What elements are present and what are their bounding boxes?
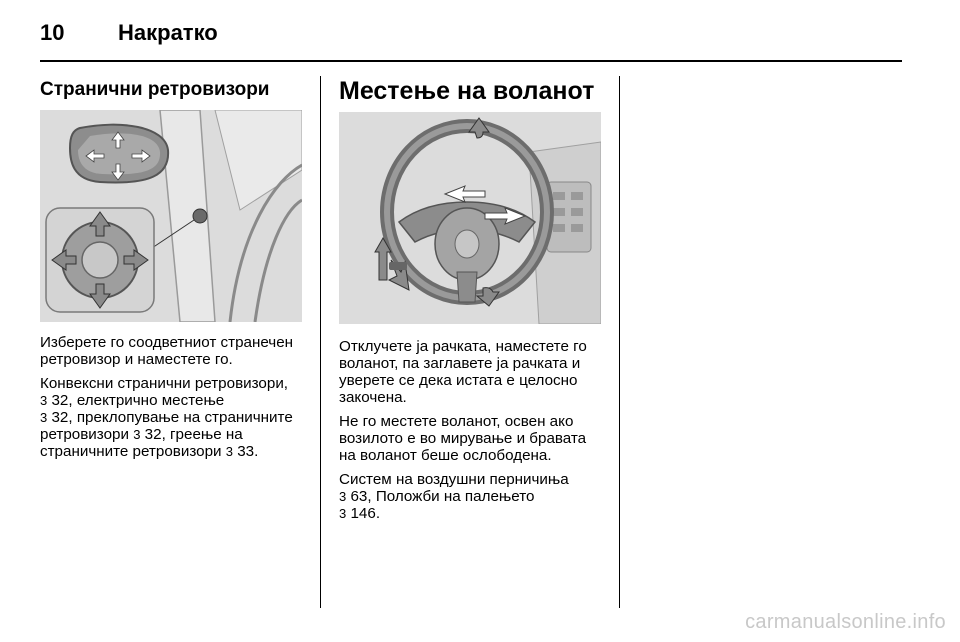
page-ref-label: , Положби на палењето <box>367 488 535 505</box>
page-ref-number[interactable]: 32 <box>144 426 162 443</box>
steering-wheel-illustration <box>339 112 601 324</box>
page-ref-number[interactable]: 146 <box>350 505 376 522</box>
page-ref-label: . <box>254 443 259 460</box>
page-ref-number[interactable]: 32 <box>51 409 69 426</box>
page-ref-icon: 3 <box>40 410 48 425</box>
page-ref-label: , греење на страничните ретровизори <box>40 426 243 460</box>
header-rule <box>40 60 902 62</box>
section-title-steering: Местење на воланот <box>339 77 595 105</box>
middle-column <box>339 76 607 522</box>
page-ref-icon: 3 <box>40 393 48 408</box>
page-ref-number[interactable]: 32 <box>51 392 69 409</box>
page-ref-label: , електрично местење <box>68 392 225 409</box>
warning-paragraph: Не го местете воланот, освен ако возилото е во мирување и бравата на воланот беше ослободена. <box>339 413 587 464</box>
page-ref-number[interactable]: 33 <box>237 443 255 460</box>
reference-intro: Систем на воздушни перничиња <box>339 471 569 488</box>
reference-paragraph <box>339 471 607 522</box>
page-ref-icon: 3 <box>133 427 141 442</box>
page-title: Накратко <box>118 20 218 45</box>
page-number: 10 <box>40 20 65 45</box>
page-ref-number[interactable]: 63 <box>350 488 368 505</box>
page-ref-icon: 3 <box>339 506 347 521</box>
section-title-mirrors: Странични ретровизори <box>40 79 270 100</box>
instruction-paragraph: Отклучете ја рачката, наместете го воланот, па заглавете ја рачката и уверете се дека истата е целосно закочена. <box>339 338 587 406</box>
column-divider <box>619 76 620 608</box>
page-ref-icon: 3 <box>339 489 347 504</box>
page-ref-icon: 3 <box>225 444 233 459</box>
page-ref-label: . <box>375 505 381 522</box>
column-divider <box>320 76 321 608</box>
reference-paragraph <box>40 375 308 460</box>
instruction-paragraph: Изберете го соодветниот странечен ретровизор и наместете го. <box>40 334 294 368</box>
left-column <box>40 76 308 460</box>
watermark: carmanualsonline.info <box>745 611 946 633</box>
mirror-adjust-illustration <box>40 110 302 322</box>
page-ref-label: , преклопување на страничните ретровизори <box>40 409 293 443</box>
page-header <box>40 14 902 58</box>
reference-intro: Конвексни странични ретровизори, <box>40 375 289 392</box>
